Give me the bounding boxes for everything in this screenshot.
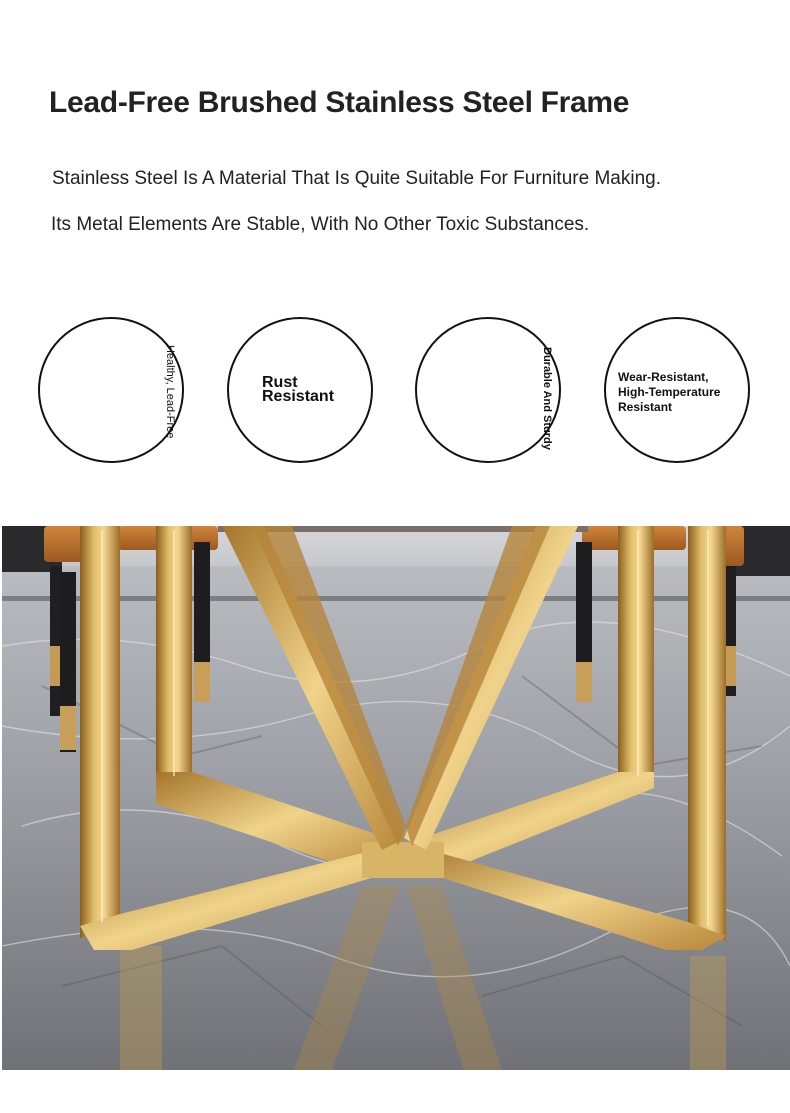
product-photo-table-base: [2, 526, 790, 1070]
feature-label-line: Wear-Resistant,: [618, 370, 709, 384]
feature-badge-rust-resistant: [227, 317, 373, 463]
feature-label-wear-resistant: [618, 370, 720, 415]
feature-badge-durable: [415, 317, 561, 463]
page-title: Lead-Free Brushed Stainless Steel Frame: [49, 86, 630, 119]
feature-label-rust-resistant: [262, 376, 334, 404]
feature-label-line: Resistant: [618, 400, 673, 414]
feature-label-line: High-Temperature: [618, 385, 721, 399]
feature-badge-wear-resistant: [604, 317, 750, 463]
feature-label-healthy: Healthy, Lead-Free: [164, 345, 176, 439]
feature-label-line: Resistant: [262, 388, 335, 405]
description-line-2: Its Metal Elements Are Stable, With No Other Toxic Substances.: [51, 214, 590, 235]
feature-badge-healthy: [38, 317, 184, 463]
feature-label-durable: Durable And Sturdy: [541, 347, 553, 450]
description-line-1: Stainless Steel Is A Material That Is Quite Suitable For Furniture Making.: [52, 168, 661, 189]
feature-label-line: Rust: [262, 374, 298, 391]
